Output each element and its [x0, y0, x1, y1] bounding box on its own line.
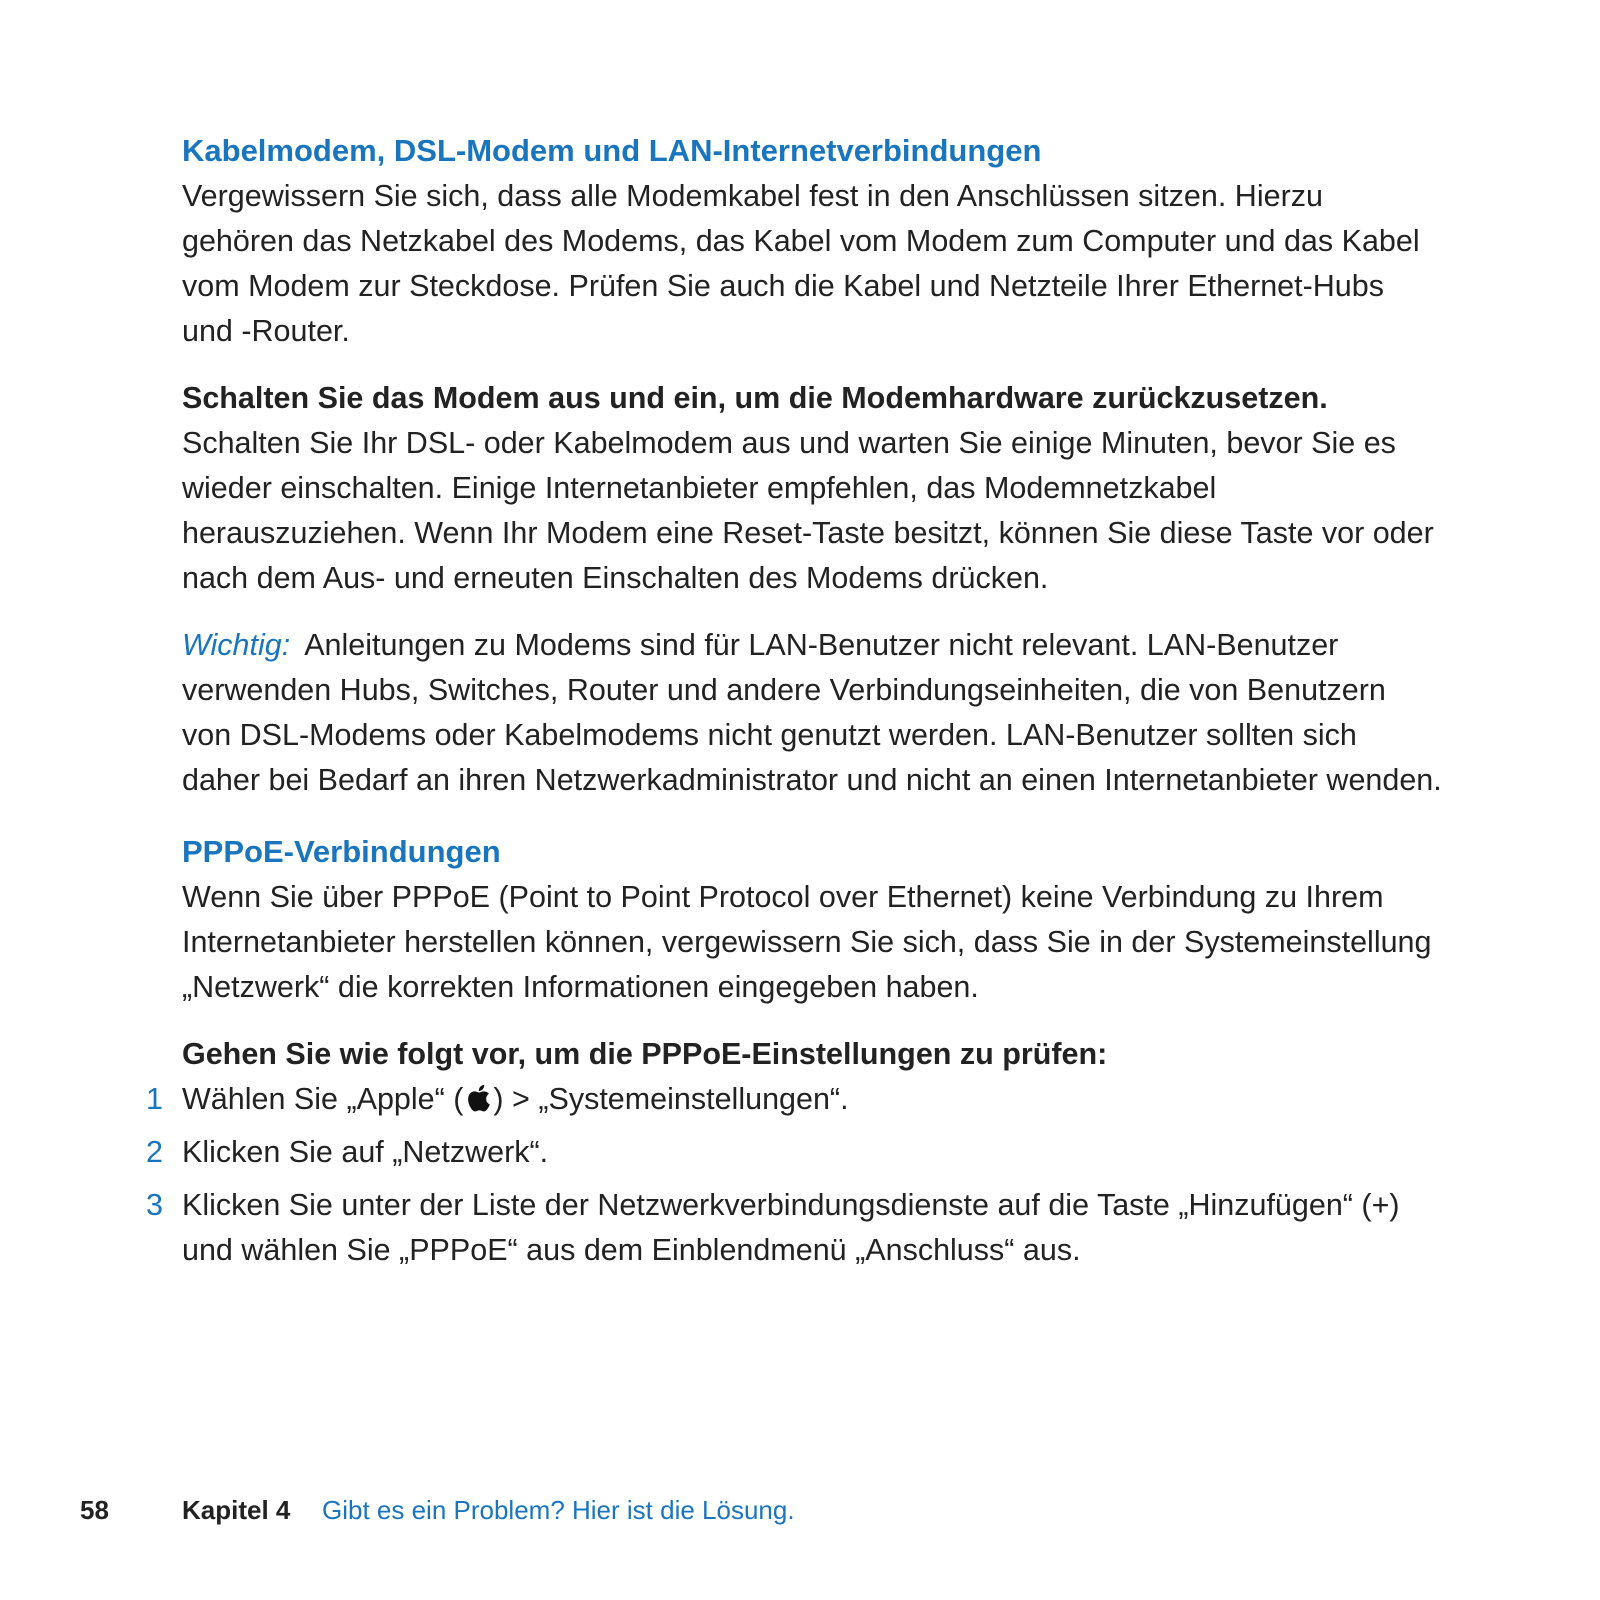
pppoe-paragraph: Wenn Sie über PPPoE (Point to Point Protocol over Ethernet) keine Verbindung zu Ihrem Internetanbieter herstellen können, vergewissern Sie sich, dass Sie in der Systemeinstellung „Netzwerk“ die korrekten Informationen eingegeben haben. [182, 880, 1432, 1004]
important-note [182, 623, 1442, 803]
step-number: 2 [146, 1135, 163, 1169]
steps-intro: Gehen Sie wie folgt vor, um die PPPoE-Einstellungen zu prüfen: [182, 1037, 1108, 1071]
section-heading-pppoe: PPPoE-Verbindungen [182, 834, 501, 869]
apple-logo-icon [465, 1083, 491, 1113]
steps-list [146, 1077, 1442, 1273]
step-2-text: Klicken Sie auf „Netzwerk“. [182, 1135, 549, 1169]
chapter-title: Gibt es ein Problem? Hier ist die Lösung. [322, 1495, 795, 1525]
step-1-text-start: Wählen Sie „Apple“ ( [182, 1082, 464, 1116]
chapter-label: Kapitel 4 [182, 1495, 291, 1525]
step-number: 1 [146, 1082, 163, 1116]
step-2 [146, 1130, 1442, 1175]
section-heading-cable-dsl-lan: Kabelmodem, DSL-Modem und LAN-Internetverbindungen [182, 133, 1042, 168]
step-1-text-end: ) > „Systemeinstellungen“. [493, 1082, 849, 1116]
step-3-text: Klicken Sie unter der Liste der Netzwerkverbindungsdienste auf die Taste „Hinzufügen“ (+) und wählen Sie „PPPoE“ aus dem Einblendmenü „Anschluss“ aus. [182, 1188, 1400, 1267]
reset-modem-paragraph: Schalten Sie Ihr DSL- oder Kabelmodem aus und warten Sie einige Minuten, bevor Sie es wieder einschalten. Einige Internetanbieter empfehlen, das Modemnetzkabel herauszuziehen. Wenn Ihr Modem eine Reset-Taste besitzt, können Sie diese Taste vor oder nach dem Aus- und erneuten Einschalten des Modems drücken. [182, 426, 1434, 595]
important-note-text: Anleitungen zu Modems sind für LAN-Benutzer nicht relevant. LAN-Benutzer verwenden Hubs, Switches, Router und andere Verbindungseinheiten, die von Benutzern von DSL-Modems oder Kabelmodems nicht genutzt werden. LAN-Benutzer sollten sich daher bei Bedarf an ihren Netzwerkadministrator und nicht an einen Internetanbieter wenden. [182, 628, 1442, 797]
important-label: Wichtig: [182, 628, 291, 662]
reset-modem-heading: Schalten Sie das Modem aus und ein, um die Modemhardware zurückzusetzen. [182, 381, 1328, 415]
cable-paragraph: Vergewissern Sie sich, dass alle Modemkabel fest in den Anschlüssen sitzen. Hierzu gehören das Netzkabel des Modems, das Kabel vom Modem zum Computer und das Kabel vom Modem zur Steckdose. Prüfen Sie auch die Kabel und Netzteile Ihrer Ethernet-Hubs und -Router. [182, 179, 1420, 348]
step-1 [146, 1077, 1442, 1122]
step-number: 3 [146, 1188, 163, 1222]
page-footer [0, 1492, 1600, 1532]
page-number: 58 [80, 1495, 109, 1525]
page-content [146, 128, 1442, 1281]
step-3 [146, 1183, 1442, 1273]
